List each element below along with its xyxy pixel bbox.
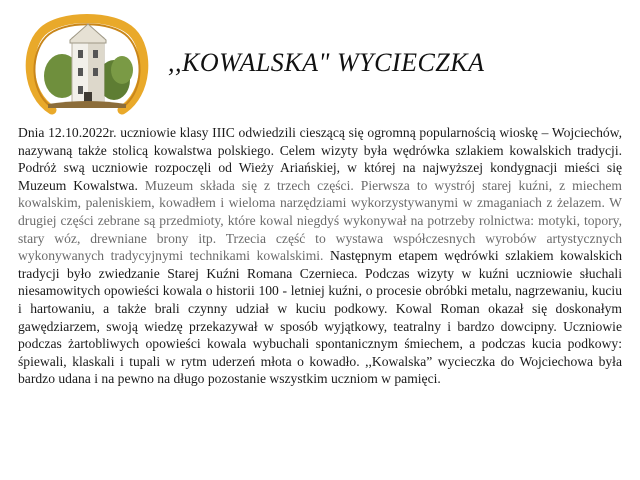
paragraph-part-museum: Muzeum składa się z trzech części. Pierwsza to wystrój starej kuźni, z miechem kowalskim, paleniskiem, kowadłem i wieloma narzędziami wykorzystywanymi w zmaganiach z żelazem. W drugiej części zebrane są przedmioty, które kowal niegdyś wykonywał na potrzeby rolnictwa: motyki, topory, stary wóz, drewniane brony itp. Trzecia część to wystawa współczesnych wyrobów artystycznych wykonywanych tradycyjnymi technikami kowalskimi.	[18, 177, 622, 264]
paragraph-part: Następnym etapem wędrówki szlakiem kowalskich tradycji było zwiedzanie Starej Kuźni Romana Czernieca. Podczas wizyty w kuźni uczniowie słuchali niesamowitych opowieści kowala o historii 100 - letniej kuźni, o procesie obróbki metalu, nagrzewaniu, kuciu i hartowaniu, a także brali czynny udział w kuciu podkowy. Kowal Roman okazał się doskonałym gawędziarzem, swoją wiedzę przekazywał w sposób wyjątkowy, teatralny i bardzo dowcipny. Uczniowie podczas żartobliwych opowieści kowala wybuchali spontanicznym śmiechem, a podczas kucia podkowy: śpiewali, klaskali i tupali w rytm uderzeń młota o kowadło. ,,Kowalska” wycieczka do Wojciechowa była bardzo udana i na pewno na długo pozostanie wszystkim uczniom w pamięci.	[18, 248, 622, 387]
article-body	[18, 124, 622, 388]
page-title: ,,KOWALSKA" WYCIECZKA	[168, 48, 485, 77]
castle-tower-logo-icon	[22, 10, 152, 116]
paragraph-part: Dnia 12.10.2022r. uczniowie klasy IIIC odwiedzili cieszącą się ogromną popularnością wioskę – Wojciechów, nazywaną także stolicą kowalstwa polskiego. Celem wizyty była wędrówka szlakiem kowalskich tradycji. Podróż swą uczniowie rozpoczęli od Wieży Ariańskiej, w której na najwyższej kondygnacji mieści się Muzeum Kowalstwa.	[18, 125, 622, 193]
